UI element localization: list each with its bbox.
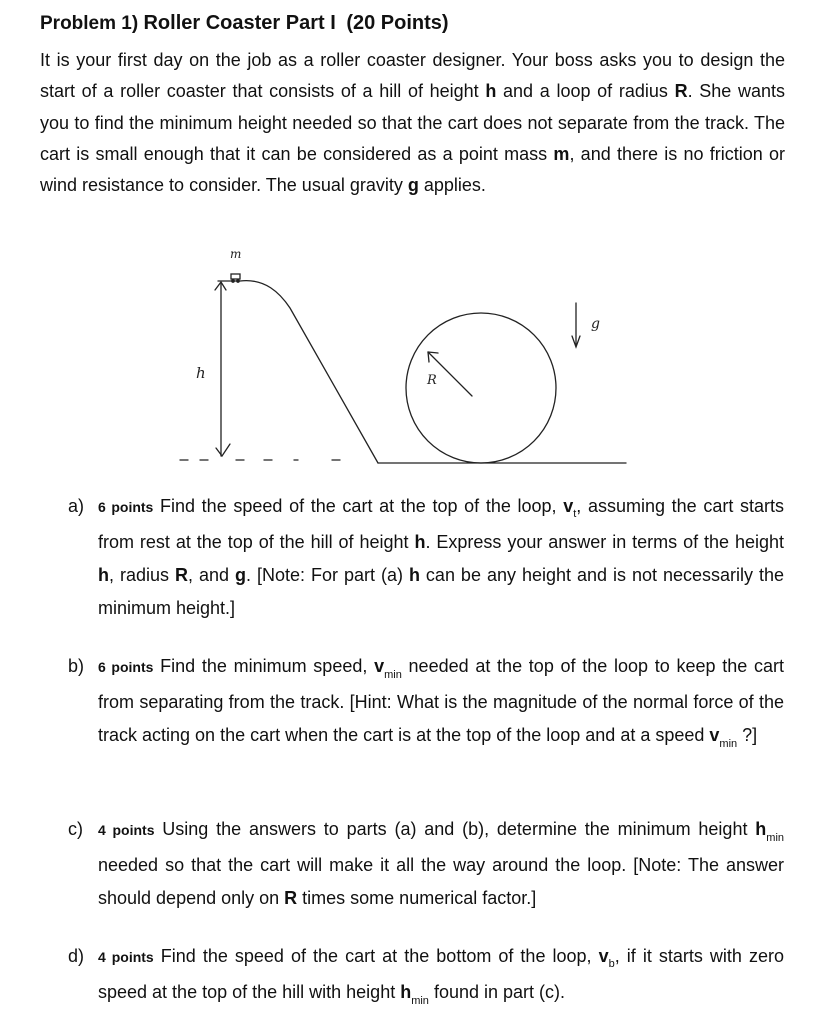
- problem-title: Problem 1) Roller Coaster Part I (20 Points): [40, 12, 449, 34]
- radius-label: R: [427, 373, 437, 388]
- mass-label: m: [230, 247, 242, 261]
- cart: [231, 274, 240, 279]
- part-a: a) 6 points Find the speed of the cart at the top of the loop, $v_t$, assuming the cart starts from rest at the top of the hill of height h. Express your answer in terms of the height h, radius R, and g. [Note: For part (a) h can be any height and is not necessarily the minimum height.]: [68, 496, 785, 618]
- problem-intro: It is your first day on the job as a roller coaster designer. Your boss asks you to design the start of a roller coaster that consists of a hill of height h and a loop of radius R. She wants you to find the minimum height needed so that the cart does not separate from the track. The cart is small enough that it can be considered as a point mass m, and there is no friction or wind resistance to consider. The usual gravity g applies.: [40, 50, 785, 196]
- hill-track: [218, 281, 378, 463]
- height-label: h: [196, 364, 206, 382]
- roller-coaster-diagram: [170, 238, 650, 473]
- part-c: c) 4 points Using the answers to parts (a) and (b), determine the minimum height $h_{min}$ needed so that the cart will make it all the way around the loop. [Note: The answer should depend only on R times some numerical factor.]: [68, 819, 785, 908]
- loop-circle: [406, 313, 556, 463]
- gravity-label: g: [591, 316, 600, 332]
- part-d: d) 4 points Find the speed of the cart at the bottom of the loop, $v_b$, if it starts with zero speed at the top of the hill with height $h_{min}$ found in part (c).: [68, 946, 785, 1007]
- part-b: b) 6 points Find the minimum speed, $v_{min}$ needed at the top of the loop to keep the cart from separating from the track. [Hint: What is the magnitude of the normal force of the track acting on the cart when the cart is at the top of the loop and at a speed $v_{min}$ ?]: [68, 656, 784, 750]
